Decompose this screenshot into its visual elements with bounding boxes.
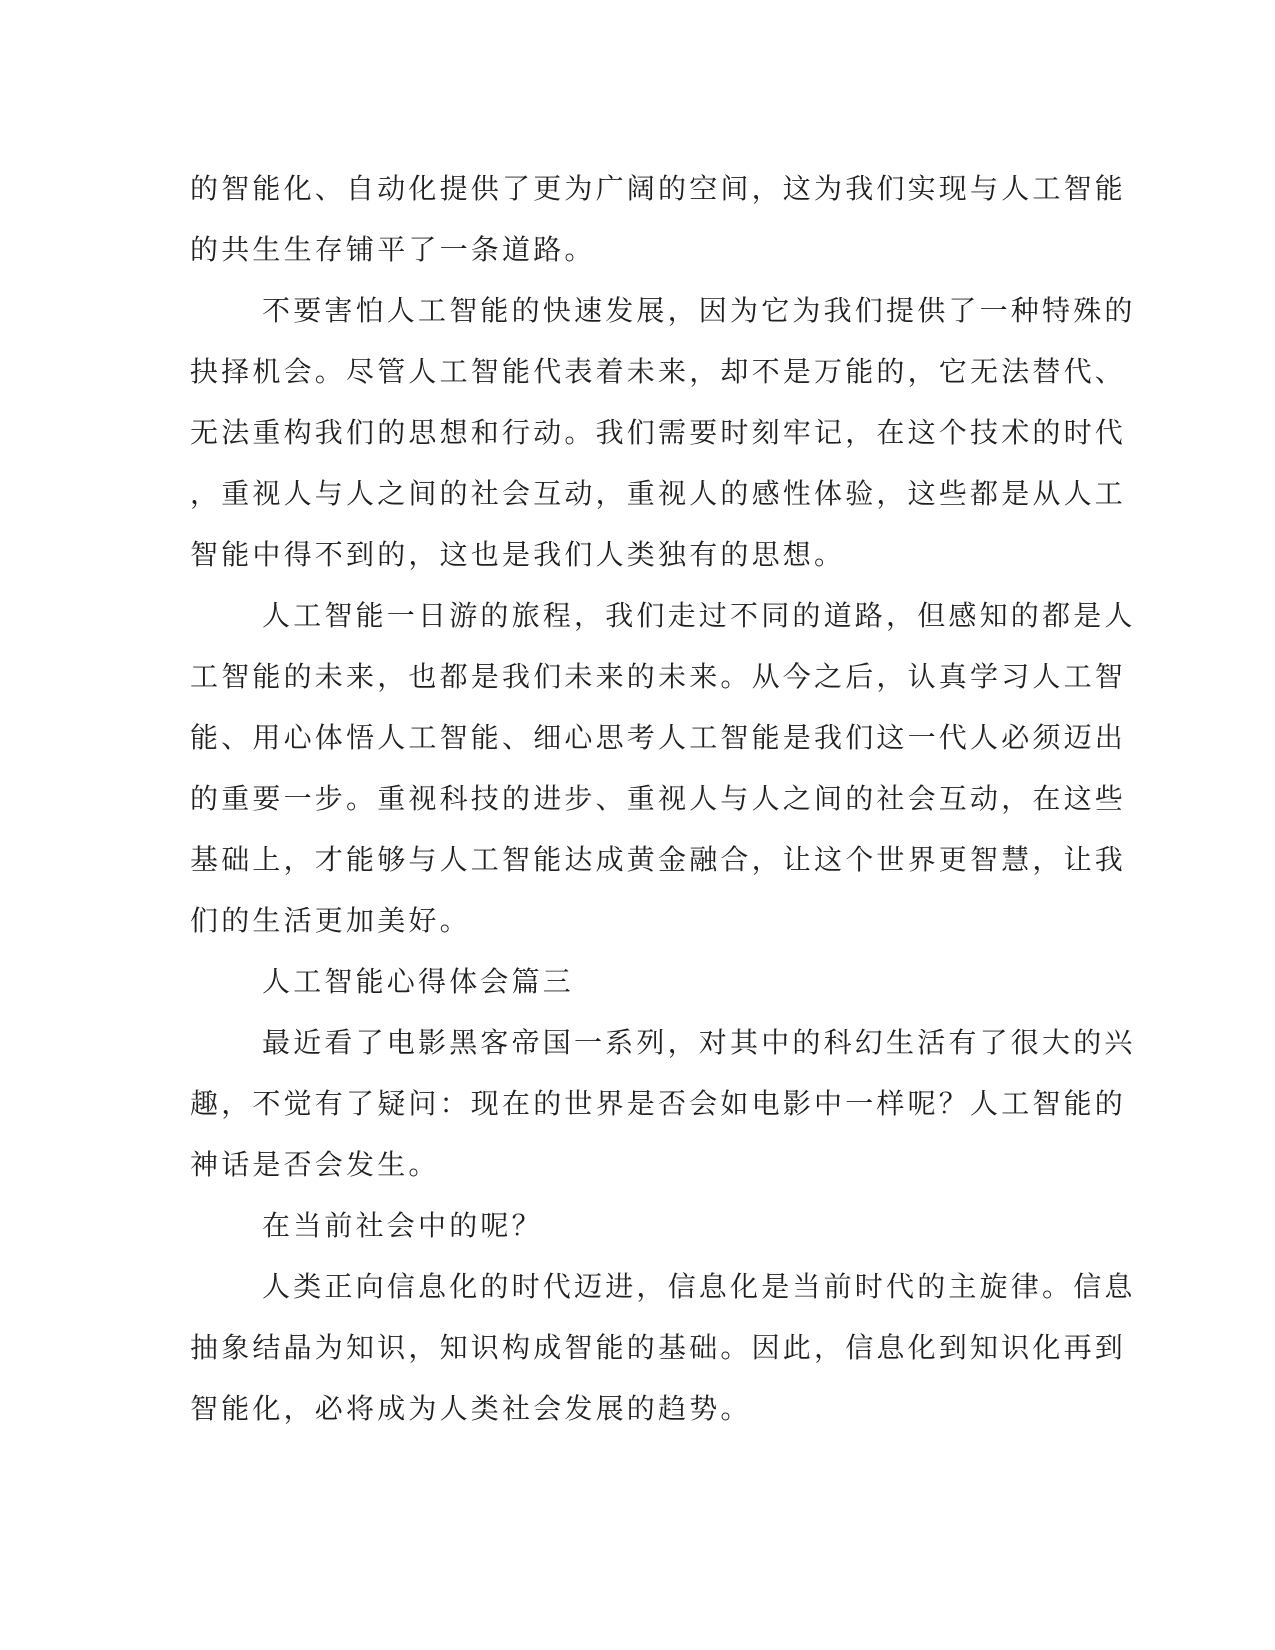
paragraph-start-line: 人类正向信息化的时代迈进，信息化是当前时代的主旋律。信息: [262, 1270, 1136, 1303]
text-line: ，重视人与人之间的社会互动，重视人的感性体验，这些都是从人工: [190, 477, 1127, 510]
text-line: 的重要一步。重视科技的进步、重视人与人之间的社会互动，在这些: [190, 782, 1127, 815]
text-line: 基础上，才能够与人工智能达成黄金融合，让这个世界更智慧，让我: [190, 843, 1127, 876]
text-line: 抉择机会。尽管人工智能代表着未来，却不是万能的，它无法替代、: [190, 355, 1127, 388]
document-body: [190, 158, 1136, 1439]
text-line: 智能化，必将成为人类社会发展的趋势。: [190, 1392, 752, 1425]
paragraph-start-line: 人工智能一日游的旅程，我们走过不同的道路，但感知的都是人: [262, 599, 1136, 632]
paragraph-start-line: 在当前社会中的呢？: [262, 1209, 543, 1242]
text-line: 能、用心体悟人工智能、细心思考人工智能是我们这一代人必须迈出: [190, 721, 1127, 754]
section-heading: 人工智能心得体会篇三: [262, 965, 575, 998]
paragraph-start-line: 不要害怕人工智能的快速发展，因为它为我们提供了一种特殊的: [262, 294, 1136, 327]
text-line: 神话是否会发生。: [190, 1148, 440, 1181]
text-line: 的共生生存铺平了一条道路。: [190, 233, 596, 266]
text-line: 们的生活更加美好。: [190, 904, 471, 937]
text-line: 抽象结晶为知识，知识构成智能的基础。因此，信息化到知识化再到: [190, 1331, 1127, 1364]
text-line: 工智能的未来，也都是我们未来的未来。从今之后，认真学习人工智: [190, 660, 1127, 693]
text-line: 智能中得不到的，这也是我们人类独有的思想。: [190, 538, 846, 571]
text-line: 无法重构我们的思想和行动。我们需要时刻牢记，在这个技术的时代: [190, 416, 1127, 449]
paragraph-start-line: 最近看了电影黑客帝国一系列，对其中的科幻生活有了很大的兴: [262, 1026, 1136, 1059]
text-line: 的智能化、自动化提供了更为广阔的空间，这为我们实现与人工智能: [190, 172, 1127, 205]
text-line: 趣，不觉有了疑问：现在的世界是否会如电影中一样呢？人工智能的: [190, 1087, 1127, 1120]
